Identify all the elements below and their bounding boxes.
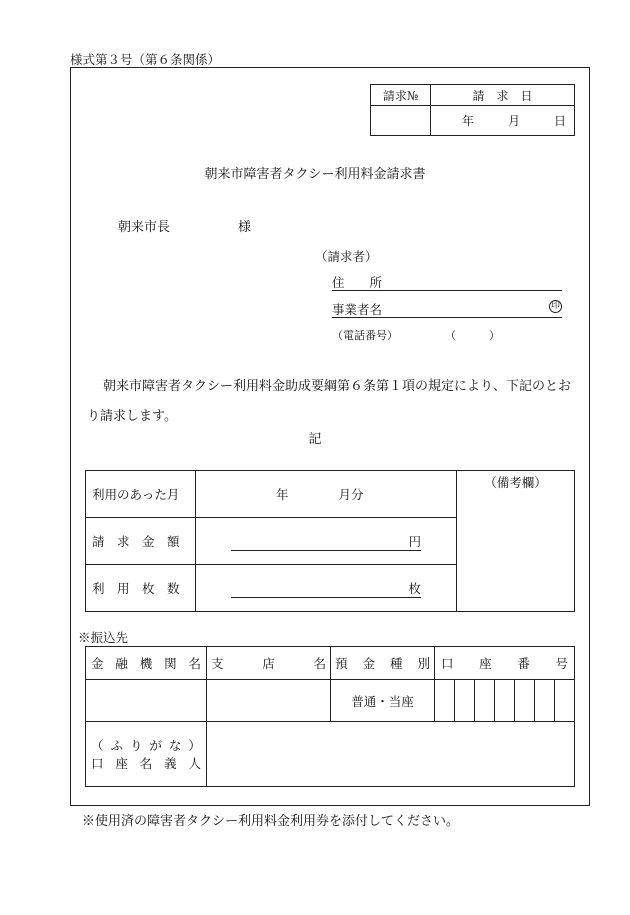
month-month-label: 月分 [338, 487, 364, 502]
amount-field[interactable] [196, 518, 457, 565]
account-digit-6[interactable] [535, 680, 555, 722]
date-month-label: 月 [507, 114, 520, 128]
month-field[interactable] [196, 471, 457, 518]
seal-mark-icon: 印 [550, 301, 560, 311]
company-label: 事業者名 [332, 302, 383, 317]
date-day-label: 日 [553, 114, 566, 128]
account-digit-1[interactable] [435, 680, 455, 722]
holder-name-field[interactable] [207, 722, 575, 787]
bank-table [85, 646, 575, 787]
request-info-table [370, 84, 575, 136]
account-digit-3[interactable] [475, 680, 495, 722]
count-unit: 枚 [408, 580, 421, 596]
count-field[interactable] [196, 565, 457, 612]
branch-label: 支 店 名 [211, 656, 326, 671]
account-type-field[interactable] [331, 680, 435, 722]
bank-name-header [86, 647, 207, 680]
account-digit-5[interactable] [515, 680, 535, 722]
company-field[interactable] [332, 300, 562, 318]
branch-field[interactable] [207, 680, 331, 722]
addressee-honorific: 様 [238, 220, 252, 235]
account-number-label: 口 座 番 号 [441, 656, 568, 671]
holder-label-cell [86, 722, 207, 787]
ki-heading: 記 [308, 432, 322, 447]
address-label: 住 所 [332, 275, 383, 290]
account-digit-2[interactable] [455, 680, 475, 722]
claimant-heading: （請求者） [315, 249, 378, 264]
account-digit-7[interactable] [555, 680, 575, 722]
usage-table [85, 470, 575, 612]
branch-header [207, 647, 331, 680]
account-number-header [435, 647, 575, 680]
body-text: 朝来市障害者タクシー利用料金助成要綱第６条第１項の規定により、下記のとおり請求します。 [87, 379, 572, 424]
account-type-header [331, 647, 435, 680]
remarks-label: （備考欄） [484, 475, 547, 490]
request-date-field[interactable] [431, 106, 575, 136]
phone-label: （電話番号） [332, 329, 398, 342]
date-year-label: 年 [461, 114, 474, 128]
addressee-mayor: 朝来市長 [118, 220, 171, 235]
month-year-label: 年 [276, 487, 289, 502]
transfer-label: ※振込先 [78, 630, 129, 645]
count-label: 利 用 枚 数 [86, 565, 196, 612]
holder-furigana-label: （ ふ り が な ） [91, 738, 201, 753]
phone-field[interactable]: （ ） [445, 329, 500, 342]
account-digit-4[interactable] [495, 680, 515, 722]
account-type-value: 普通・当座 [351, 693, 414, 709]
remarks-field[interactable] [457, 471, 575, 612]
address-field[interactable] [332, 273, 562, 291]
month-label: 利用のあった月 [86, 471, 196, 518]
holder-name-label: 口 座 名 義 人 [91, 756, 201, 771]
request-no-label: 請求№ [371, 85, 431, 106]
request-no-field[interactable] [371, 106, 431, 136]
amount-unit: 円 [408, 533, 421, 549]
footnote: ※使用済の障害者タクシー利用料金利用券を添付してください。 [82, 814, 460, 829]
form-number: 様式第３号（第６条関係） [70, 52, 221, 67]
account-type-label: 預 金 種 別 [335, 656, 430, 671]
document-title: 朝来市障害者タクシー利用料金請求書 [204, 167, 426, 182]
amount-label: 請 求 金 額 [86, 518, 196, 565]
bank-name-label: 金 融 機 関 名 [91, 656, 201, 671]
bank-name-field[interactable] [86, 680, 207, 722]
request-date-label: 請 求 日 [431, 85, 575, 106]
